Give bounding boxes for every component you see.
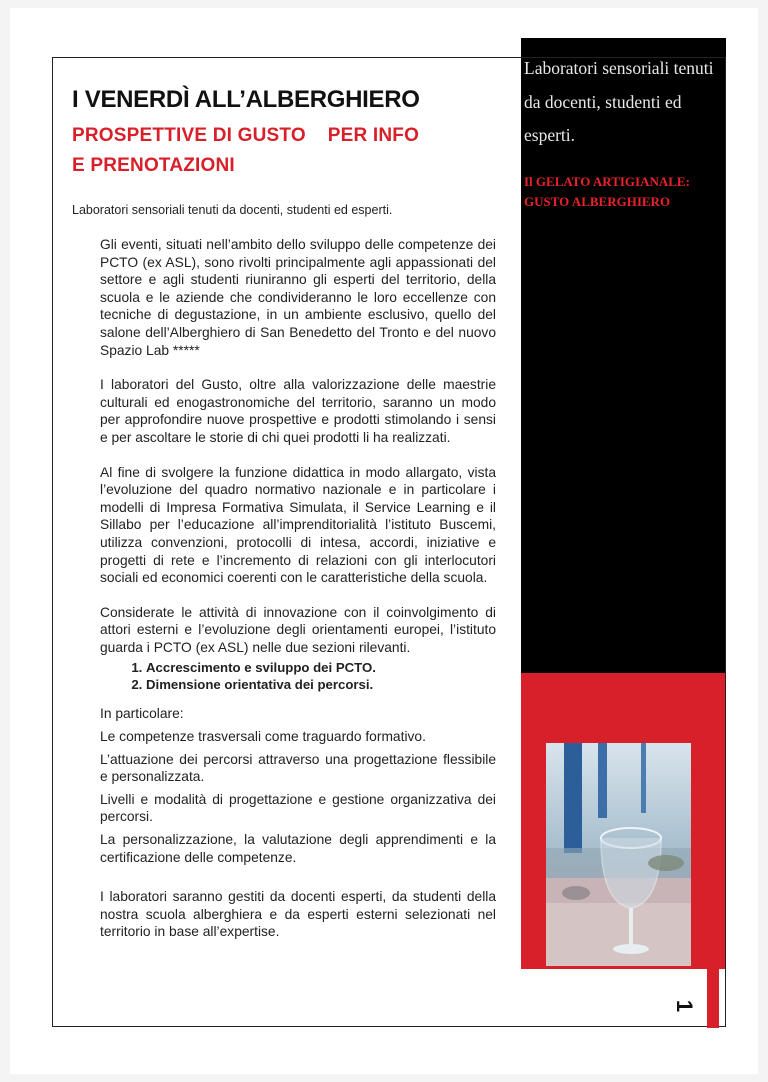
- subtitle: [72, 121, 502, 181]
- particolare-item: La personalizzazione, la valutazione degli apprendimenti e la certificazione delle competenze.: [100, 832, 496, 865]
- paragraph: Al fine di svolgere la funzione didattica in modo allargato, vista l’evoluzione del quadro normativo nazionale e in particolare i modelli di Impresa Formativa Simulata, il Service Learning e il Sillabo per l’educazione all’imprenditorialità l’istituto Buscemi, utilizza convenzioni, protocolli di intesa, accordi, iniziative e progetti di rete e l’incremento di relazioni con gli interlocutori sociali ed economici coerenti con le caratteristiche della scuola.: [100, 464, 496, 586]
- subtitle-part-3: E PRENOTAZIONI: [72, 155, 235, 176]
- paragraph: Considerate le attività di innovazione con il coinvolgimento di attori esterni e l’evoluzione degli orientamenti europei, l’istituto guarda i PCTO (ex ASL) nelle due sezioni rilevanti.: [100, 604, 496, 655]
- particolare-heading: In particolare:: [100, 706, 184, 722]
- particolare-item: Livelli e modalità di progettazione e gestione organizzativa dei percorsi.: [100, 791, 496, 825]
- list-item: 1. Accrescimento e sviluppo dei PCTO.: [146, 659, 496, 676]
- list-item: 2. Dimensione orientativa dei percorsi.: [146, 676, 496, 693]
- numbered-list: [100, 659, 496, 693]
- closing-paragraph: I laboratori saranno gestiti da docenti esperti, da studenti della nostra scuola alberghiera e da esperti esterni selezionati nel territorio in base all’expertise.: [100, 889, 496, 940]
- page-title: I VENERDÌ ALL’ALBERGHIERO: [72, 86, 420, 113]
- body-text: [100, 236, 496, 958]
- subtitle-part-1: PROSPETTIVE DI GUSTO: [72, 125, 306, 146]
- particolare-item: Le competenze trasversali come traguardo formativo.: [100, 729, 426, 745]
- sidebar-text: Laboratori sensoriali tenuti da docenti, studenti ed esperti.: [524, 58, 714, 145]
- page-number: 1: [672, 999, 698, 1013]
- particolare-item: L’attuazione dei percorsi attraverso una progettazione flessibile e personalizzata.: [100, 751, 496, 785]
- sidebar-highlight: Il GELATO ARTIGIANALE: GUSTO ALBERGHIERO: [524, 174, 690, 209]
- wine-glass-photo: [546, 743, 691, 966]
- paragraph: I laboratori del Gusto, oltre alla valorizzazione delle maestrie culturali ed enogastronomiche del territorio, saranno un modo per approfondire nuove prospettive e prodotti stimolando i sensi e per ascoltare le storie di chi quei prodotti li ha realizzati.: [100, 377, 496, 445]
- intro-text: Laboratori sensoriali tenuti da docenti, studenti ed esperti.: [72, 203, 393, 217]
- paragraph: Gli eventi, situati nell’ambito dello sviluppo delle competenze dei PCTO (ex ASL), sono rivolti principalmente agli appassionati del settore e agli studenti riuniranno gli esperti del territorio, della scuola e le aziende che condivideranno le loro eccellenze con tecniche di degustazione, in un ambiente esclusivo, quello del salone dell’Alberghiero di San Benedetto del Tronto e del nuovo Spazio Lab *****: [100, 237, 496, 358]
- subtitle-part-2: PER INFO: [327, 125, 420, 146]
- red-accent-strip: [707, 969, 719, 1028]
